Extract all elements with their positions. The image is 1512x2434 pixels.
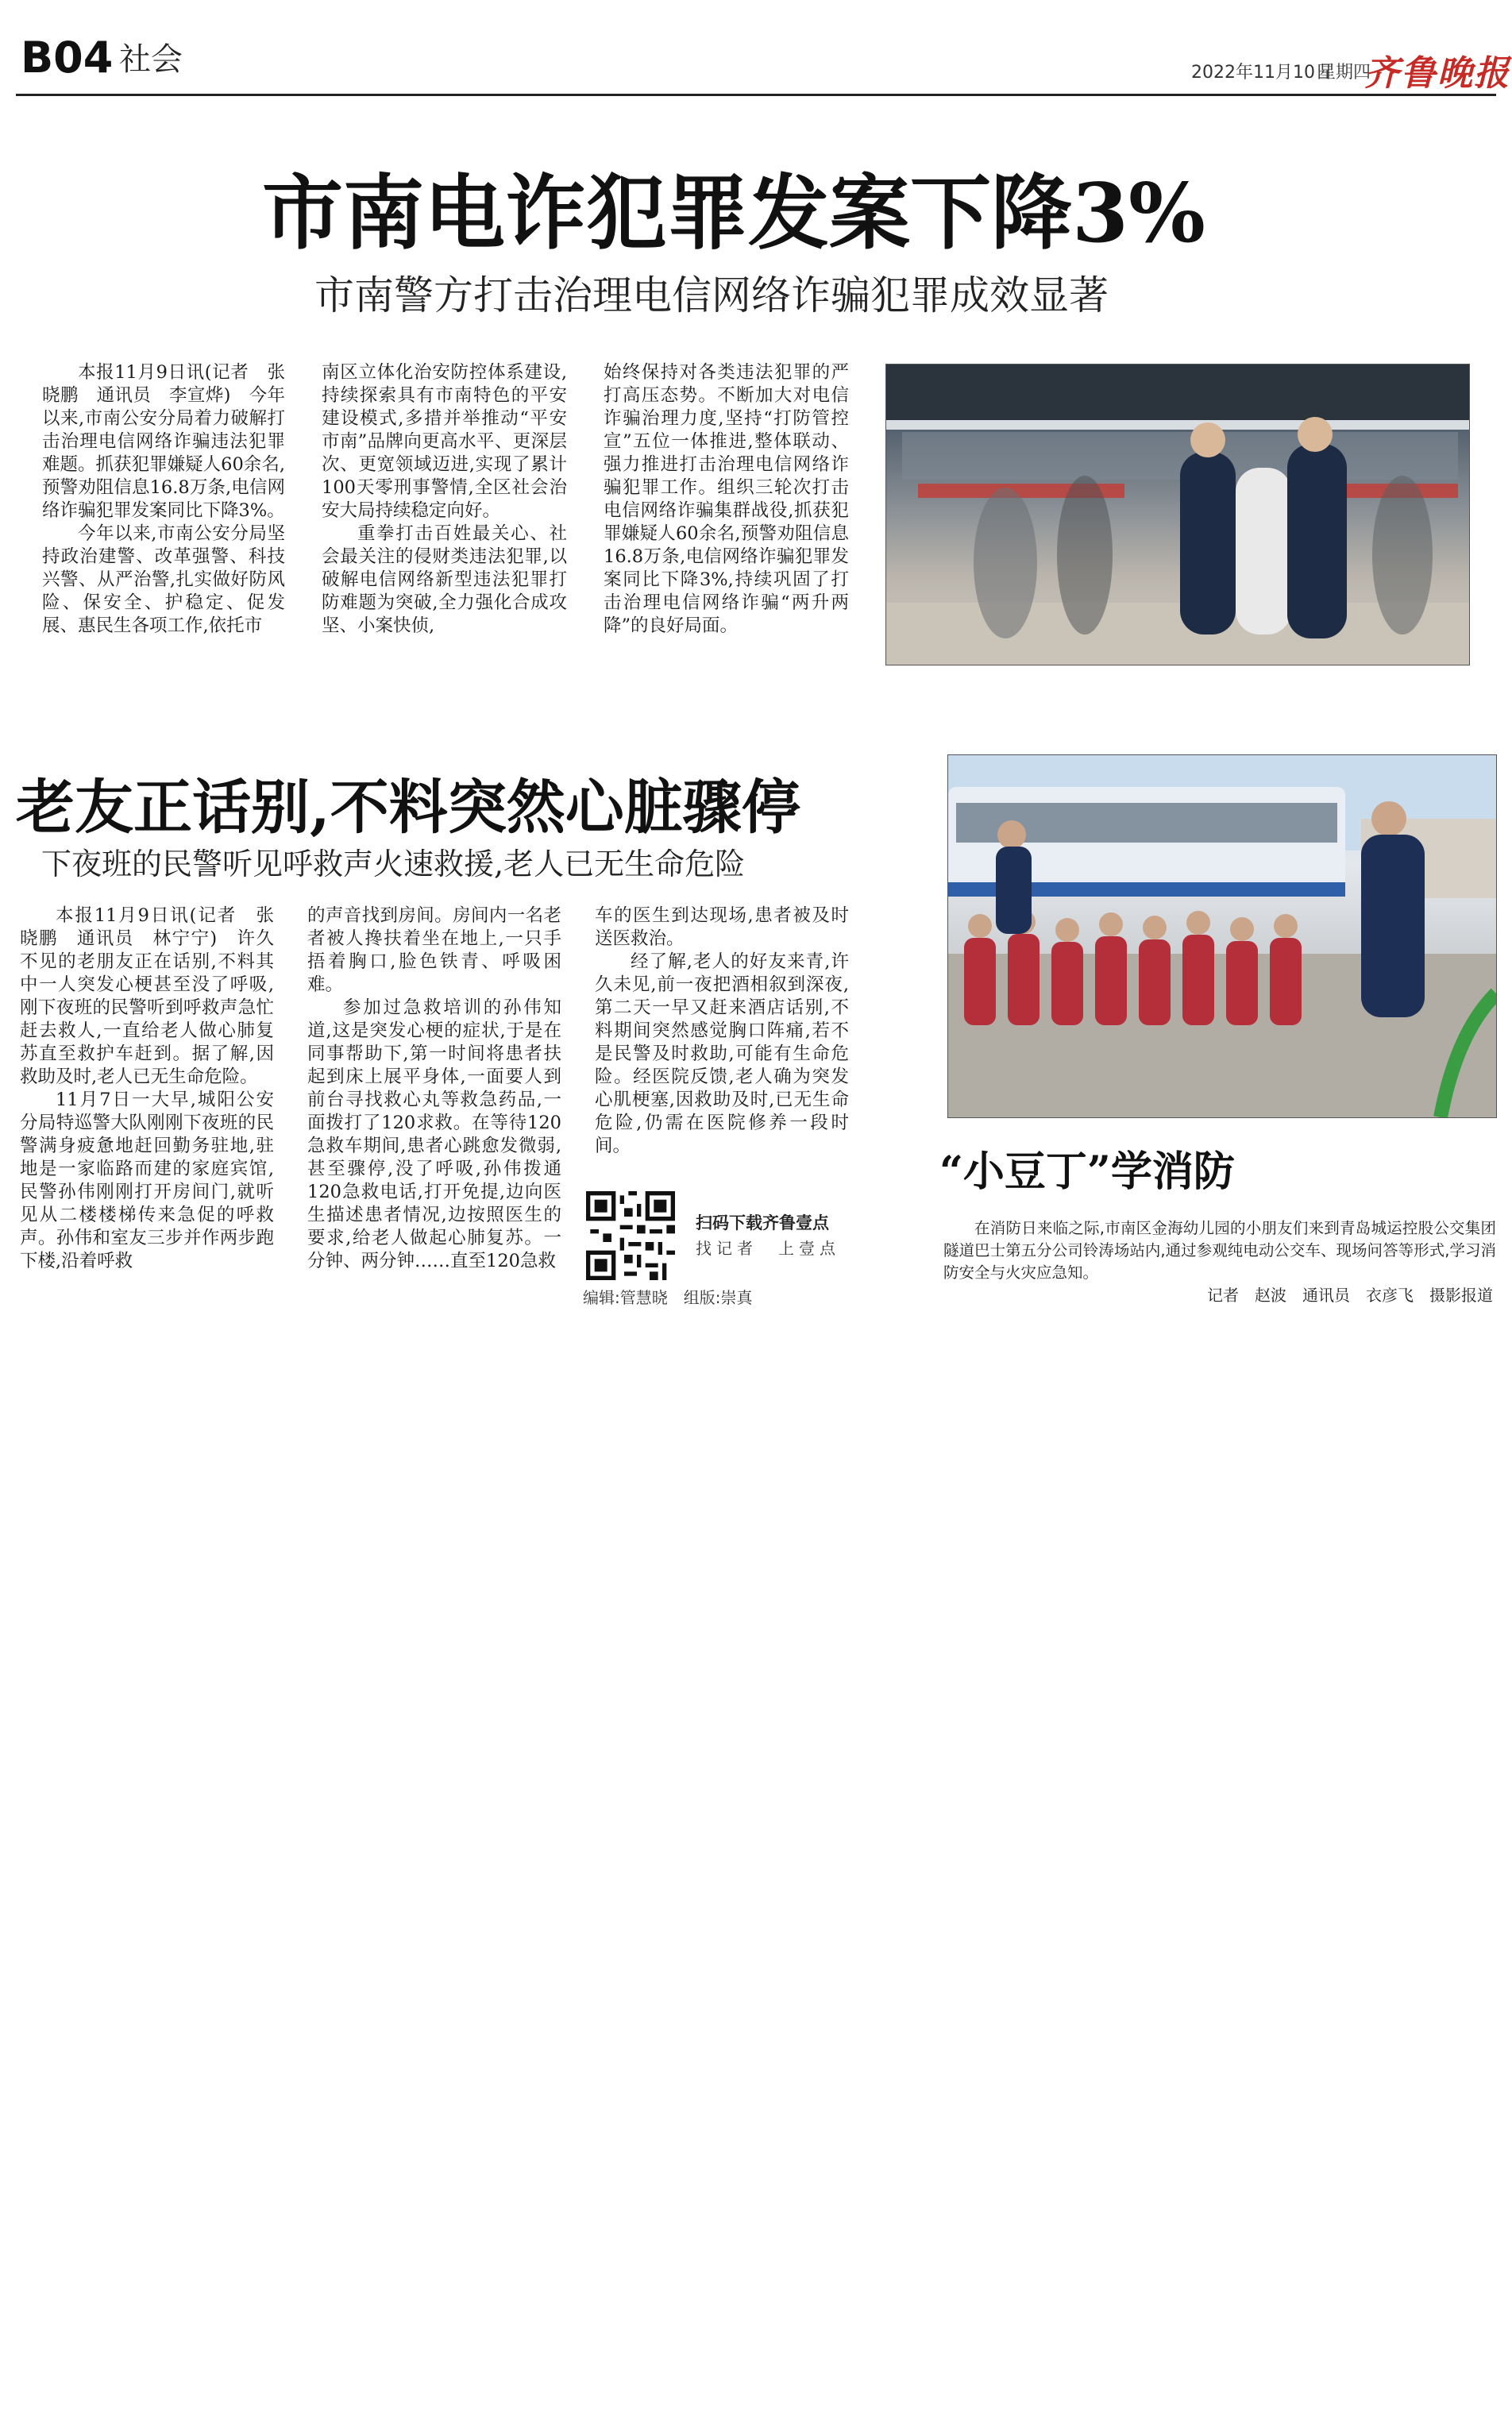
newspaper-logo: 齐鲁晚报	[1364, 53, 1510, 94]
police-arrest-photo	[885, 364, 1470, 665]
article2-paragraph: 的声音找到房间。房间内一名老者被人搀扶着坐在地上,一只手捂着胸口,脸色铁青、呼吸困难。	[307, 905, 561, 995]
photo-caption-title: “小豆丁”学消防	[939, 1148, 1235, 1196]
article2-column-1	[20, 905, 274, 1273]
article2-headline: 老友正话别,不料突然心脏骤停	[16, 773, 800, 842]
article1-subheadline: 市南警方打击治理电信网络诈骗犯罪成效显著	[314, 272, 1109, 318]
photo-caption-credit: 记者 赵波 通讯员 衣彦飞 摄影报道	[1207, 1286, 1493, 1305]
article2-paragraph: 车的医生到达现场,患者被及时送医救治。	[595, 905, 849, 949]
article2-paragraph: 11月7日一大早,城阳公安分局特巡警大队刚刚下夜班的民警满身疲惫地赶回勤务驻地,驻地是一家临路而建的家庭宾馆,民警孙伟刚刚打开房间门,就听见从二楼楼梯传来急促的呼救声。孙伟和室友三步并作两步跑下楼,沿着呼救	[20, 1090, 274, 1271]
article2-column-2	[307, 905, 561, 1273]
issue-date: 2022年11月10日	[1191, 63, 1333, 83]
article2-column-3	[595, 905, 849, 1158]
article1-column-3	[604, 361, 849, 638]
article1-paragraph: 今年以来,市南公安分局坚持政治建警、改革强警、科技兴警、从严治警,扎实做好防风险、保安全、护稳定、促发展、惠民生各项工作,依托市	[42, 523, 285, 636]
article1-paragraph: 南区立体化治安防控体系建设,持续探索具有市南特色的平安建设模式,多措并举推动“平安市南”品牌向更高水平、更深层次、更宽领域迈进,实现了累计100天零刑事警情,全区社会治安大局持续稳定向好。	[322, 362, 567, 521]
fire-safety-kids-photo	[947, 754, 1497, 1118]
article2-paragraph: 参加过急救培训的孙伟知道,这是突发心梗的症状,于是在同事帮助下,第一时间将患者扶起到床上展平身体,一面要人到前台寻找救心丸等救急药品,一面拨打了120求救。在等待120急救车期间,患者心跳愈发微弱,甚至骤停,没了呼吸,孙伟拨通120急救电话,打开免提,边向医生描述患者情况,边按照医生的要求,给老人做起心肺复苏。一分钟、两分钟……直至120急救	[307, 997, 561, 1271]
bus-depot-scene-illustration	[948, 755, 1496, 1117]
article2-paragraph: 本报11月9日讯(记者 张晓鹏 通讯员 林宁宁) 许久不见的老朋友正在话别,不料其中一人突发心梗甚至没了呼吸,刚下夜班的民警听到呼救声急忙赶去救人,一直给老人做心肺复苏直至救护车赶到。据了解,因救助及时,老人已无生命危险。	[20, 905, 274, 1087]
article1-paragraph: 本报11月9日讯(记者 张晓鹏 通讯员 李宣烨) 今年以来,市南公安分局着力破解打击治理电信网络诈骗违法犯罪难题。抓获犯罪嫌疑人60余名,预警劝阻信息16.8万条,电信网络诈骗犯罪发案同比下降3%。	[42, 362, 285, 521]
article1-headline: 市南电诈犯罪发案下降3%	[262, 166, 1205, 261]
header-divider	[16, 94, 1496, 96]
article1-column-1	[42, 361, 285, 638]
qr-code-icon[interactable]	[586, 1191, 675, 1280]
qr-caption-contact: 找记者 上壹点	[696, 1239, 840, 1258]
issue-weekday: 星期四	[1318, 63, 1371, 83]
article1-column-2	[322, 361, 567, 638]
photo-caption-text: 在消防日来临之际,市南区金海幼儿园的小朋友们来到青岛城运控股公交集团隧道巴士第五分公司铃涛场站内,通过参观纯电动公交车、现场问答等形式,学习消防安全与火灾应急知。	[943, 1219, 1496, 1282]
page-number: B04	[21, 33, 114, 83]
article2-paragraph: 经了解,老人的好友来青,许久未见,前一夜把酒相叙到深夜,第二天一早又赶来酒店话别,不料期间突然感觉胸口阵痛,若不是民警及时救助,可能有生命危险。经医院反馈,老人确为突发心肌梗塞,因救助及时,已无生命危险,仍需在医院修养一段时间。	[595, 951, 849, 1156]
qr-caption-download: 扫码下载齐鲁壹点	[696, 1213, 829, 1232]
editor-credit: 编辑:管慧晓 组版:崇真	[583, 1288, 753, 1307]
article2-subheadline: 下夜班的民警听见呼救声火速救援,老人已无生命危险	[41, 847, 746, 881]
article1-paragraph: 重拳打击百姓最关心、社会最关注的侵财类违法犯罪,以破解电信网络新型违法犯罪打防难题为突破,全力强化合成攻坚、小案快侦,	[322, 523, 567, 636]
section-name: 社会	[119, 41, 183, 78]
subway-scene-illustration	[886, 365, 1469, 665]
photo-caption-body	[943, 1217, 1496, 1284]
article1-paragraph: 始终保持对各类违法犯罪的严打高压态势。不断加大对电信诈骗治理力度,坚持“打防管控宣”五位一体推进,整体联动、强力推进打击治理电信网络诈骗犯罪工作。组织三轮次打击电信网络诈骗集群战役,抓获犯罪嫌疑人60余名,预警劝阻信息16.8万条,电信网络诈骗犯罪发案同比下降3%,持续巩固了打击治理电信网络诈骗“两升两降”的良好局面。	[604, 362, 849, 636]
